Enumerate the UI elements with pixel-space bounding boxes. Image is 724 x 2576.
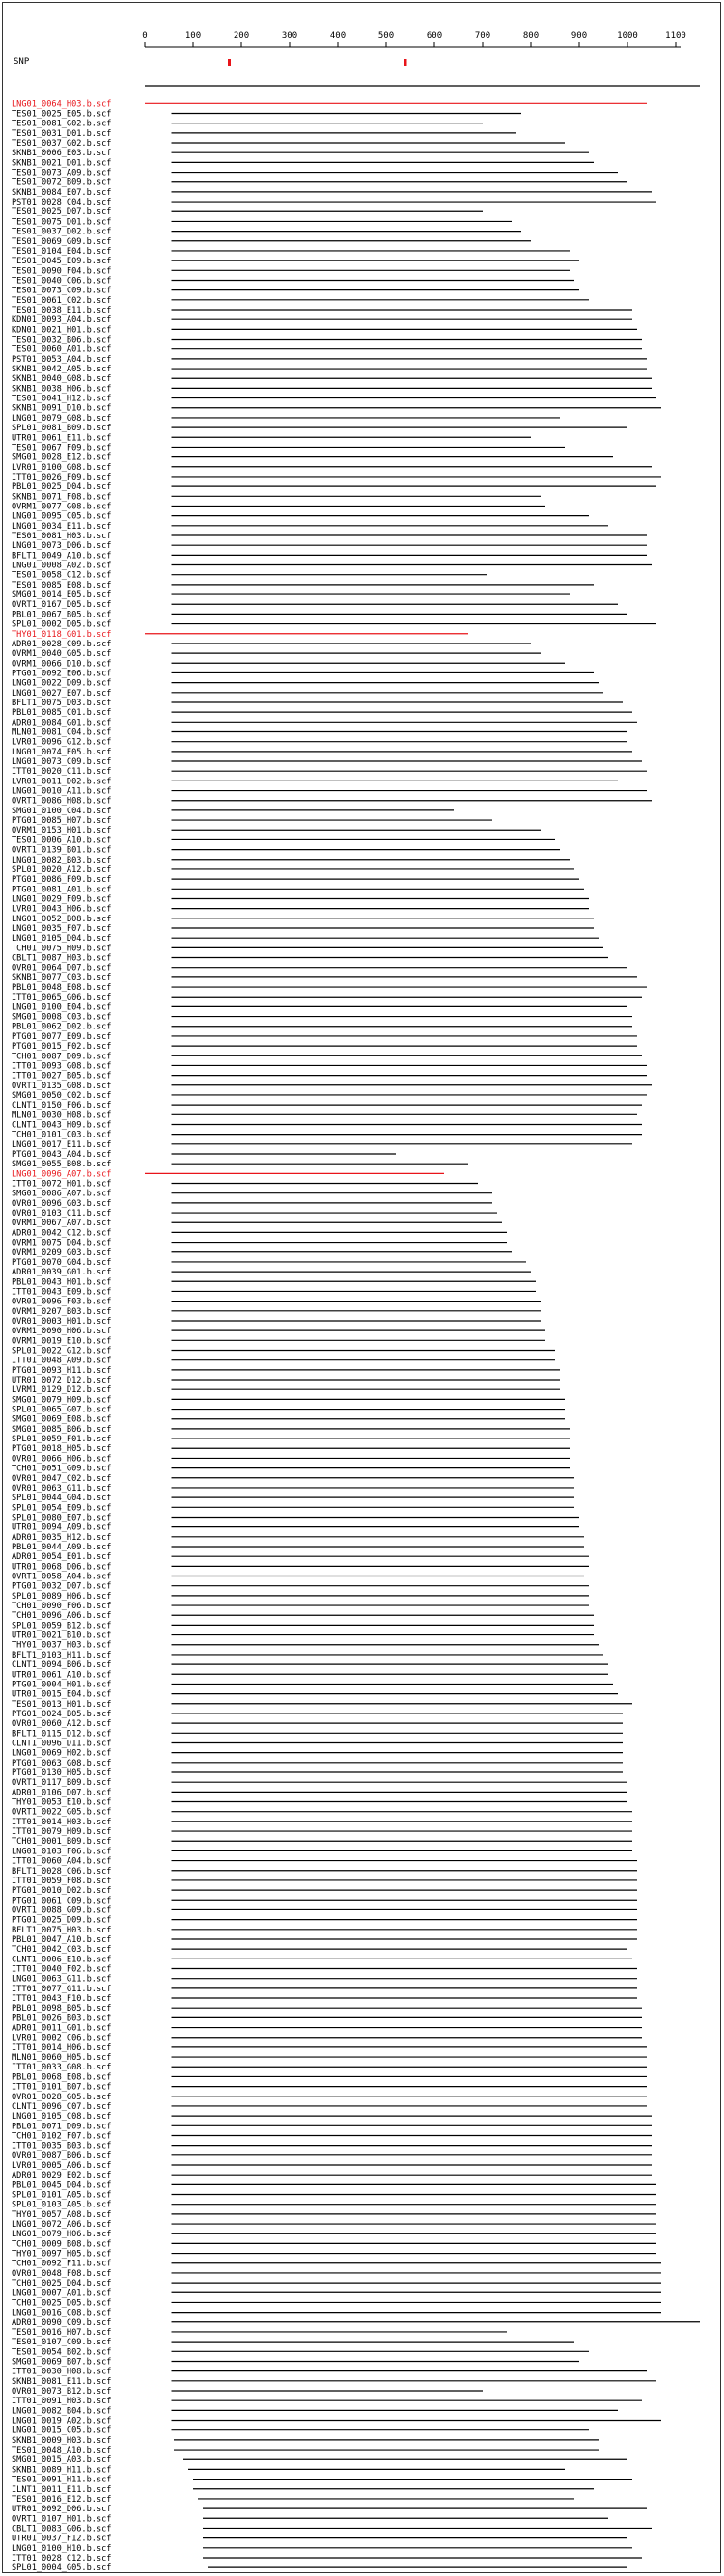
read-label: LVR01_0100_G08.b.scf xyxy=(12,462,112,473)
read-label: OVRT1_0107_H01.b.scf xyxy=(12,2514,112,2525)
read-label: LNG01_0095_C05.b.scf xyxy=(12,511,112,522)
read-label: TCH01_0009_B08.b.scf xyxy=(12,2239,112,2250)
read-label: TES01_0031_D01.b.scf xyxy=(12,128,112,139)
read-label: ILNT1_0011_E11.b.scf xyxy=(12,2484,112,2495)
read-label: ITT01_0043_E09.b.scf xyxy=(12,1287,112,1298)
read-label: LNG01_0010_A11.b.scf xyxy=(12,786,112,797)
read-label: CBLT1_0087_H03.b.scf xyxy=(12,953,112,964)
read-label: TCH01_0042_C03.b.scf xyxy=(12,1945,112,1956)
read-label: ADR01_0028_C09.b.scf xyxy=(12,639,112,649)
read-label: SMG01_0100_C04.b.scf xyxy=(12,806,112,816)
read-label: TES01_0085_E08.b.scf xyxy=(12,580,112,590)
read-label: THY01_0057_A08.b.scf xyxy=(12,2209,112,2220)
read-label: OVR01_0087_B06.b.scf xyxy=(12,2151,112,2161)
read-label: SMG01_0079_H09.b.scf xyxy=(12,1395,112,1406)
read-label: TES01_0081_H03.b.scf xyxy=(12,532,112,542)
read-label: SPL01_0103_A05.b.scf xyxy=(12,2200,112,2210)
read-label: LNG01_0074_E05.b.scf xyxy=(12,747,112,757)
read-label: SPL01_0059_B12.b.scf xyxy=(12,1621,112,1631)
read-label: SPL01_0065_G07.b.scf xyxy=(12,1405,112,1415)
read-label: TES01_0037_D02.b.scf xyxy=(12,227,112,237)
read-label: SMG01_0028_E12.b.scf xyxy=(12,452,112,463)
read-label: ITT01_0079_H09.b.scf xyxy=(12,1827,112,1838)
read-label: OVRT1_0022_G05.b.scf xyxy=(12,1807,112,1818)
read-label: SPL01_0054_E09.b.scf xyxy=(12,1503,112,1514)
read-label: MLN01_0030_H08.b.scf xyxy=(12,1110,112,1121)
read-label: SMG01_0069_E08.b.scf xyxy=(12,1414,112,1425)
read-label: UTR01_0092_D06.b.scf xyxy=(12,2505,112,2515)
read-label: PTG01_0077_E09.b.scf xyxy=(12,1031,112,1042)
read-label: PBL01_0025_D04.b.scf xyxy=(12,482,112,493)
read-label: ADR01_0084_G01.b.scf xyxy=(12,718,112,728)
read-label: ITT01_0077_G11.b.scf xyxy=(12,1984,112,1994)
read-label: LNG01_0007_A01.b.scf xyxy=(12,2288,112,2299)
read-label: SPL01_0089_H06.b.scf xyxy=(12,1591,112,1602)
read-label: TES01_0025_E05.b.scf xyxy=(12,109,112,120)
read-label: TES01_0058_C12.b.scf xyxy=(12,570,112,581)
read-label: LNG01_0019_A02.b.scf xyxy=(12,2416,112,2426)
read-label: ADR01_0035_H12.b.scf xyxy=(12,1532,112,1543)
read-label: CLNT1_0043_H09.b.scf xyxy=(12,1120,112,1131)
read-label: OVRM1_0066_D10.b.scf xyxy=(12,659,112,670)
read-label: OVRT1_0058_A04.b.scf xyxy=(12,1572,112,1582)
read-label: TES01_0006_A10.b.scf xyxy=(12,836,112,846)
read-label: UTR01_0094_A09.b.scf xyxy=(12,1522,112,1533)
axis-tick-label: 100 xyxy=(184,31,202,41)
read-label: SPL01_0044_G04.b.scf xyxy=(12,1494,112,1504)
read-label: OVR01_0003_H01.b.scf xyxy=(12,1316,112,1327)
read-label: LNG01_0082_B03.b.scf xyxy=(12,855,112,865)
read-label: PTG01_0086_F09.b.scf xyxy=(12,875,112,886)
read-label: TES01_0081_G02.b.scf xyxy=(12,119,112,129)
read-label: OVR01_0096_F03.b.scf xyxy=(12,1297,112,1307)
read-label: SKNB1_0006_E03.b.scf xyxy=(12,149,112,159)
read-label: LNG01_0008_A02.b.scf xyxy=(12,561,112,571)
read-label: PTG01_0015_F02.b.scf xyxy=(12,1042,112,1053)
read-label: OVRM1_0019_E10.b.scf xyxy=(12,1336,112,1347)
read-label: SKNB1_0081_E11.b.scf xyxy=(12,2376,112,2387)
read-label: OVRM1_0040_G05.b.scf xyxy=(12,649,112,660)
read-label: TES01_0054_B02.b.scf xyxy=(12,2347,112,2358)
read-label: LVR01_0011_D02.b.scf xyxy=(12,777,112,787)
read-label: OVR01_0060_A12.b.scf xyxy=(12,1719,112,1730)
read-label: TES01_0060_A01.b.scf xyxy=(12,344,112,355)
read-label: TES01_0075_D01.b.scf xyxy=(12,217,112,228)
read-label: ADR01_0090_C09.b.scf xyxy=(12,2317,112,2328)
read-label: PTG01_0085_H07.b.scf xyxy=(12,816,112,827)
read-label: ITT01_0040_F02.b.scf xyxy=(12,1964,112,1975)
read-label: TES01_0061_C02.b.scf xyxy=(12,295,112,306)
read-label: TES01_0090_F04.b.scf xyxy=(12,266,112,277)
read-label: LNG01_0079_G08.b.scf xyxy=(12,413,112,424)
read-label: OVR01_0103_C11.b.scf xyxy=(12,1209,112,1219)
read-label: SMG01_0085_B06.b.scf xyxy=(12,1424,112,1435)
read-label: CLNT1_0096_D11.b.scf xyxy=(12,1739,112,1749)
read-label: PTG01_0032_D07.b.scf xyxy=(12,1581,112,1592)
read-label: SPL01_0080_E07.b.scf xyxy=(12,1513,112,1523)
read-label: SKNB1_0071_F08.b.scf xyxy=(12,492,112,503)
read-label: ADR01_0011_G01.b.scf xyxy=(12,2023,112,2034)
read-label: LNG01_0096_A07.b.scf xyxy=(12,1169,112,1180)
read-label: TCH01_0075_H09.b.scf xyxy=(12,944,112,954)
read-label: ADR01_0039_G01.b.scf xyxy=(12,1268,112,1278)
read-label: TES01_0040_C06.b.scf xyxy=(12,276,112,287)
axis-tick-label: 0 xyxy=(142,31,148,41)
read-label: TES01_0016_H07.b.scf xyxy=(12,2327,112,2338)
read-label: TES01_0038_E11.b.scf xyxy=(12,305,112,315)
read-label: CBLT1_0083_G06.b.scf xyxy=(12,2524,112,2535)
read-label: ADR01_0042_C12.b.scf xyxy=(12,1228,112,1239)
read-label: ITT01_0027_B05.b.scf xyxy=(12,1071,112,1082)
axis-tick-label: 1100 xyxy=(665,31,686,41)
read-label: PBL01_0047_A10.b.scf xyxy=(12,1934,112,1945)
axis-tick-label: 900 xyxy=(571,31,588,41)
read-label: LNG01_0064_H03.b.scf xyxy=(12,99,112,110)
read-label: LNG01_0073_D06.b.scf xyxy=(12,541,112,552)
read-label: LNG01_0027_E07.b.scf xyxy=(12,688,112,699)
read-label: SMG01_0014_E05.b.scf xyxy=(12,590,112,601)
read-label: ITT01_0065_G06.b.scf xyxy=(12,993,112,1003)
axis-tick-label: 800 xyxy=(522,31,540,41)
read-label: OVRM1_0067_A07.b.scf xyxy=(12,1219,112,1229)
read-label: PTG01_0061_C09.b.scf xyxy=(12,1896,112,1906)
read-label: TCH01_0096_A06.b.scf xyxy=(12,1611,112,1622)
read-label: OVR01_0073_B12.b.scf xyxy=(12,2387,112,2398)
snp-marker xyxy=(404,59,407,66)
read-label: TES01_0048_A10.b.scf xyxy=(12,2446,112,2456)
read-label: ITT01_0043_F10.b.scf xyxy=(12,1994,112,2005)
read-label: TCH01_0025_D04.b.scf xyxy=(12,2279,112,2289)
read-label: TCH01_0090_F06.b.scf xyxy=(12,1602,112,1612)
read-label: LNG01_0100_E04.b.scf xyxy=(12,1002,112,1013)
read-label: LNG01_0082_B04.b.scf xyxy=(12,2406,112,2417)
read-label: OVRM1_0209_G03.b.scf xyxy=(12,1247,112,1258)
read-label: TES01_0107_C09.b.scf xyxy=(12,2338,112,2348)
read-label: CLNT1_0006_E10.b.scf xyxy=(12,1955,112,1965)
read-label: MLN01_0060_H05.b.scf xyxy=(12,2053,112,2064)
read-label: ITT01_0101_B07.b.scf xyxy=(12,2082,112,2093)
read-label: PTG01_0024_B05.b.scf xyxy=(12,1709,112,1719)
read-label: PTG01_0092_E06.b.scf xyxy=(12,669,112,679)
read-label: ITT01_0033_G08.b.scf xyxy=(12,2063,112,2073)
read-label: SKNB1_0084_E07.b.scf xyxy=(12,187,112,198)
read-label: LVR01_0005_A06.b.scf xyxy=(12,2160,112,2171)
read-label: ITT01_0030_H08.b.scf xyxy=(12,2367,112,2377)
read-label: OVRM1_0077_G08.b.scf xyxy=(12,502,112,512)
read-label: TES01_0013_H01.b.scf xyxy=(12,1699,112,1710)
read-label: PTG01_0081_A01.b.scf xyxy=(12,885,112,895)
read-label: ITT01_0035_B03.b.scf xyxy=(12,2141,112,2151)
read-label: PTG01_0070_G04.b.scf xyxy=(12,1257,112,1268)
read-label: TCH01_0025_D05.b.scf xyxy=(12,2298,112,2309)
read-label: ITT01_0060_A04.b.scf xyxy=(12,1856,112,1867)
read-label: TES01_0032_B06.b.scf xyxy=(12,335,112,345)
read-label: LNG01_0052_B08.b.scf xyxy=(12,914,112,924)
read-label: BFLT1_0075_H03.b.scf xyxy=(12,1925,112,1935)
read-label: LNG01_0016_C08.b.scf xyxy=(12,2308,112,2318)
read-label: OVRT1_0117_B09.b.scf xyxy=(12,1778,112,1789)
read-label: PTG01_0004_H01.b.scf xyxy=(12,1680,112,1690)
read-label: TES01_0045_E09.b.scf xyxy=(12,257,112,267)
read-label: PTG01_0093_H11.b.scf xyxy=(12,1365,112,1376)
read-label: SPL01_0020_A12.b.scf xyxy=(12,864,112,875)
read-label: PST01_0053_A04.b.scf xyxy=(12,354,112,365)
read-label: OVRM1_0090_H06.b.scf xyxy=(12,1327,112,1337)
read-label: OVR01_0063_G11.b.scf xyxy=(12,1483,112,1494)
read-label: OVR01_0064_D07.b.scf xyxy=(12,963,112,973)
read-label: SMG01_0055_B08.b.scf xyxy=(12,1160,112,1170)
read-label: LNG01_0105_C08.b.scf xyxy=(12,2112,112,2123)
read-label: SKNB1_0091_D10.b.scf xyxy=(12,403,112,414)
read-label: PBL01_0067_B05.b.scf xyxy=(12,610,112,620)
snp-marker xyxy=(228,59,231,66)
read-label: OVR01_0048_F08.b.scf xyxy=(12,2268,112,2279)
read-label: BFLT1_0049_A10.b.scf xyxy=(12,551,112,562)
read-label: TCH01_0051_G09.b.scf xyxy=(12,1464,112,1474)
read-label: TES01_0073_C09.b.scf xyxy=(12,286,112,296)
read-label: THY01_0053_E10.b.scf xyxy=(12,1797,112,1808)
axis-tick-label: 500 xyxy=(377,31,395,41)
read-label: TES01_0073_A09.b.scf xyxy=(12,168,112,178)
read-label: LNG01_0017_E11.b.scf xyxy=(12,1139,112,1150)
read-label: OVRM1_0207_B03.b.scf xyxy=(12,1306,112,1317)
read-label: LNG01_0105_D04.b.scf xyxy=(12,934,112,945)
read-label: MLN01_0081_C04.b.scf xyxy=(12,727,112,738)
axis-tick-label: 400 xyxy=(329,31,347,41)
read-label: PBL01_0045_D04.b.scf xyxy=(12,2180,112,2191)
read-label: TES01_0016_E12.b.scf xyxy=(12,2494,112,2505)
read-label: UTR01_0021_B10.b.scf xyxy=(12,1631,112,1641)
read-label: PBL01_0085_C01.b.scf xyxy=(12,708,112,719)
read-label: PST01_0028_C04.b.scf xyxy=(12,198,112,208)
read-label: OVR01_0047_C02.b.scf xyxy=(12,1473,112,1484)
read-label: PBL01_0048_E08.b.scf xyxy=(12,983,112,994)
read-label: ITT01_0048_A09.b.scf xyxy=(12,1356,112,1366)
read-label: LNG01_0029_F09.b.scf xyxy=(12,894,112,905)
read-label: PBL01_0044_A09.b.scf xyxy=(12,1542,112,1552)
read-label: SKNB1_0089_H11.b.scf xyxy=(12,2465,112,2476)
read-label: CLNT1_0150_F06.b.scf xyxy=(12,1101,112,1111)
read-label: LVR01_0096_G12.b.scf xyxy=(12,737,112,748)
read-label: TES01_0067_F09.b.scf xyxy=(12,443,112,453)
read-label: LNG01_0103_F06.b.scf xyxy=(12,1847,112,1857)
read-label: SMG01_0050_C02.b.scf xyxy=(12,1090,112,1101)
read-label: PBL01_0026_B03.b.scf xyxy=(12,2014,112,2024)
read-label: SMG01_0086_A07.b.scf xyxy=(12,1189,112,1199)
read-label: CLNT1_0094_B06.b.scf xyxy=(12,1660,112,1671)
read-label: CLNT1_0096_C07.b.scf xyxy=(12,2101,112,2112)
read-label: ITT01_0059_F08.b.scf xyxy=(12,1876,112,1886)
read-label: ITT01_0026_F09.b.scf xyxy=(12,472,112,482)
read-label: PTG01_0130_H05.b.scf xyxy=(12,1768,112,1779)
read-label: TES01_0025_D07.b.scf xyxy=(12,207,112,218)
read-label: LNG01_0015_C05.b.scf xyxy=(12,2425,112,2436)
read-label: SKNB1_0077_C03.b.scf xyxy=(12,973,112,983)
read-label: UTR01_0015_E04.b.scf xyxy=(12,1689,112,1700)
read-label: BFLT1_0103_H11.b.scf xyxy=(12,1650,112,1660)
read-label: SKNB1_0021_D01.b.scf xyxy=(12,158,112,169)
axis-tick-label: 300 xyxy=(281,31,298,41)
read-label: PTG01_0010_D02.b.scf xyxy=(12,1886,112,1897)
read-label: OVRT1_0086_H08.b.scf xyxy=(12,796,112,807)
read-label: KDN01_0093_A04.b.scf xyxy=(12,315,112,326)
read-label: ITT01_0091_H03.b.scf xyxy=(12,2397,112,2407)
read-label: TCH01_0087_D09.b.scf xyxy=(12,1052,112,1062)
read-label: BFLT1_0115_D12.b.scf xyxy=(12,1729,112,1740)
read-label: ITT01_0028_C12.b.scf xyxy=(12,2553,112,2563)
read-label: LNG01_0079_H06.b.scf xyxy=(12,2230,112,2240)
read-label: SPL01_0022_G12.b.scf xyxy=(12,1346,112,1357)
read-label: PBL01_0062_D02.b.scf xyxy=(12,1022,112,1032)
read-label: THY01_0037_H03.b.scf xyxy=(12,1640,112,1651)
read-label: UTR01_0068_D06.b.scf xyxy=(12,1562,112,1573)
read-label: OVRT1_0139_B01.b.scf xyxy=(12,845,112,856)
read-label: LNG01_0069_H02.b.scf xyxy=(12,1748,112,1759)
reads-list xyxy=(12,99,700,2573)
read-label: TCH01_0101_C03.b.scf xyxy=(12,1130,112,1140)
read-label: PBL01_0071_D09.b.scf xyxy=(12,2122,112,2132)
read-label: SKNB1_0042_A05.b.scf xyxy=(12,365,112,375)
read-label: TCH01_0102_F07.b.scf xyxy=(12,2131,112,2142)
read-label: THY01_0118_G01.b.scf xyxy=(12,629,112,640)
read-label: PBL01_0068_E08.b.scf xyxy=(12,2072,112,2083)
read-label: OVRT1_0135_G08.b.scf xyxy=(12,1081,112,1091)
read-label: SKNB1_0040_G08.b.scf xyxy=(12,374,112,385)
read-label: OVR01_0028_G05.b.scf xyxy=(12,2092,112,2102)
read-label: SMG01_0015_A03.b.scf xyxy=(12,2455,112,2466)
read-label: BFLT1_0028_C06.b.scf xyxy=(12,1866,112,1877)
read-label: SPL01_0059_F01.b.scf xyxy=(12,1435,112,1445)
read-label: SPL01_0002_D05.b.scf xyxy=(12,619,112,630)
read-label: PTG01_0018_H05.b.scf xyxy=(12,1444,112,1455)
read-label: LVR01_0043_H06.b.scf xyxy=(12,904,112,915)
read-label: KDN01_0021_H01.b.scf xyxy=(12,325,112,336)
read-label: LNG01_0100_H10.b.scf xyxy=(12,2543,112,2554)
read-label: SMG01_0069_B07.b.scf xyxy=(12,2357,112,2368)
read-label: LNG01_0073_C09.b.scf xyxy=(12,757,112,768)
read-label: ITT01_0093_G08.b.scf xyxy=(12,1061,112,1072)
read-label: ITT01_0072_H01.b.scf xyxy=(12,1179,112,1190)
read-label: THY01_0097_H05.b.scf xyxy=(12,2249,112,2260)
read-label: TES01_0072_B09.b.scf xyxy=(12,178,112,188)
read-label: OVR01_0096_G03.b.scf xyxy=(12,1198,112,1209)
read-label: ITT01_0014_H03.b.scf xyxy=(12,1817,112,1827)
read-label: ADR01_0106_D07.b.scf xyxy=(12,1788,112,1798)
read-label: SKNB1_0038_H06.b.scf xyxy=(12,384,112,395)
read-label: SKNB1_0009_H03.b.scf xyxy=(12,2435,112,2446)
axis-tick-label: 200 xyxy=(233,31,250,41)
read-label: PTG01_0025_D09.b.scf xyxy=(12,1915,112,1926)
read-label: UTR01_0037_F12.b.scf xyxy=(12,2534,112,2544)
read-label: ITT01_0014_H06.b.scf xyxy=(12,2042,112,2053)
read-label: UTR01_0061_E11.b.scf xyxy=(12,433,112,444)
read-label: LNG01_0035_F07.b.scf xyxy=(12,923,112,934)
read-label: OVRM1_0075_D04.b.scf xyxy=(12,1238,112,1248)
snp-track xyxy=(228,59,407,66)
read-label: TES01_0037_G02.b.scf xyxy=(12,139,112,150)
read-label: ADR01_0054_E01.b.scf xyxy=(12,1552,112,1563)
read-label: SMG01_0008_C03.b.scf xyxy=(12,1012,112,1023)
read-label: LVRM1_0129_D12.b.scf xyxy=(12,1385,112,1396)
read-label: ADR01_0029_E02.b.scf xyxy=(12,2171,112,2181)
read-label: TES01_0041_H12.b.scf xyxy=(12,394,112,404)
read-label: SPL01_0081_B09.b.scf xyxy=(12,424,112,434)
read-label: LNG01_0022_D09.b.scf xyxy=(12,678,112,689)
snp-label: SNP xyxy=(14,57,30,67)
read-label: UTR01_0072_D12.b.scf xyxy=(12,1376,112,1386)
read-label: TCH01_0001_B09.b.scf xyxy=(12,1837,112,1848)
read-label: TES01_0091_H11.b.scf xyxy=(12,2475,112,2485)
read-label: SPL01_0101_A05.b.scf xyxy=(12,2190,112,2201)
read-label: TCH01_0092_F11.b.scf xyxy=(12,2259,112,2269)
read-label: OVRT1_0088_G09.b.scf xyxy=(12,1905,112,1916)
position-axis xyxy=(142,31,686,47)
read-label: OVR01_0066_H06.b.scf xyxy=(12,1454,112,1465)
axis-tick-label: 1000 xyxy=(617,31,638,41)
read-label: PBL01_0098_B05.b.scf xyxy=(12,2004,112,2014)
read-label: LNG01_0063_G11.b.scf xyxy=(12,1974,112,1985)
read-label: LVR01_0002_C06.b.scf xyxy=(12,2033,112,2043)
read-label: PTG01_0063_G08.b.scf xyxy=(12,1758,112,1768)
read-label: UTR01_0061_A10.b.scf xyxy=(12,1670,112,1681)
read-label: PBL01_0043_H01.b.scf xyxy=(12,1277,112,1288)
read-label: TES01_0069_G09.b.scf xyxy=(12,236,112,247)
read-label: BFLT1_0075_D03.b.scf xyxy=(12,698,112,708)
read-label: SPL01_0004_G05.b.scf xyxy=(12,2563,112,2574)
read-label: OVRM1_0153_H01.b.scf xyxy=(12,826,112,836)
read-label: OVRT1_0167_D05.b.scf xyxy=(12,600,112,611)
read-label: PTG01_0043_A04.b.scf xyxy=(12,1150,112,1161)
read-label: TES01_0104_E04.b.scf xyxy=(12,246,112,257)
axis-tick-label: 700 xyxy=(474,31,491,41)
read-label: LNG01_0034_E11.b.scf xyxy=(12,521,112,532)
read-label: ITT01_0020_C11.b.scf xyxy=(12,767,112,778)
axis-tick-label: 600 xyxy=(426,31,443,41)
read-label: LNG01_0072_A06.b.scf xyxy=(12,2220,112,2231)
